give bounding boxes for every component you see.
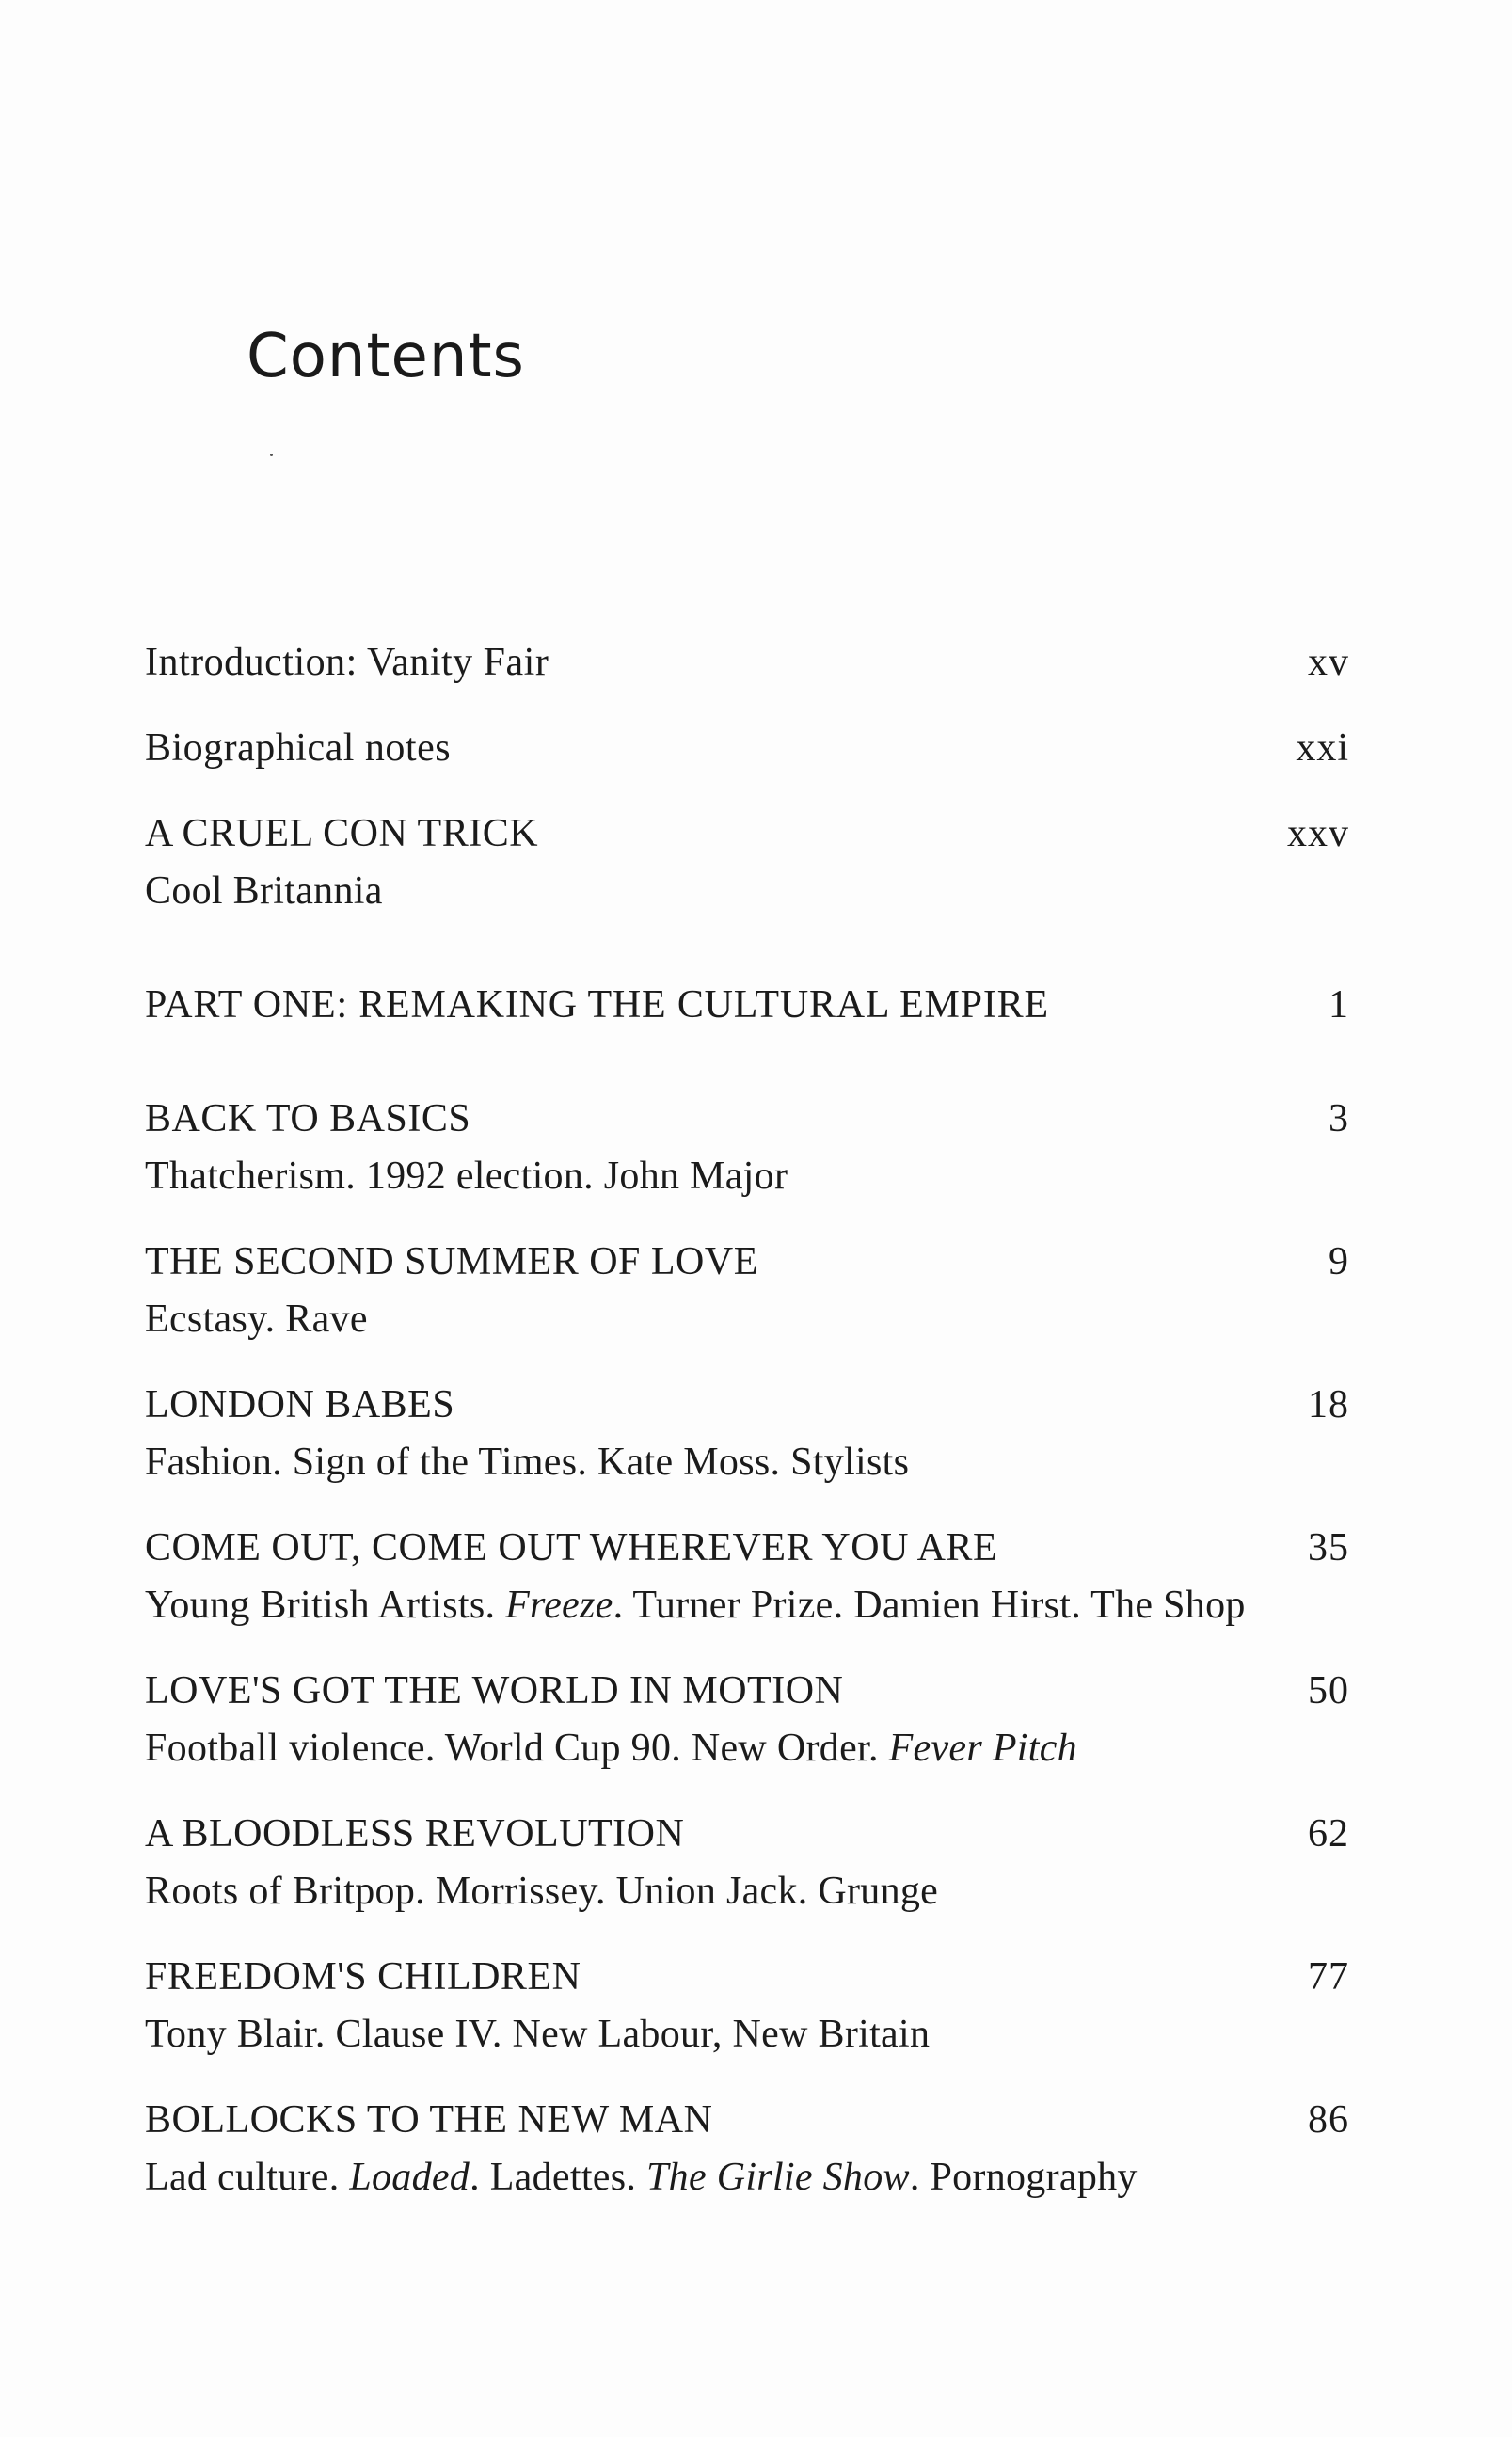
subtitle-segment: Football violence. World Cup 90. New Order.	[145, 1727, 889, 1770]
toc-entry-row	[145, 1234, 1349, 1291]
toc-entry-title: BOLLOCKS TO THE NEW MAN	[145, 2098, 713, 2142]
toc-entry-title: A CRUEL CON TRICK	[145, 812, 539, 855]
toc-entry-subtitle	[145, 2149, 1349, 2206]
toc-page-number: 18	[1308, 1383, 1349, 1426]
toc-entry-row	[145, 1520, 1349, 1577]
toc-page-number: 77	[1308, 1955, 1349, 1999]
toc-page-number: 86	[1308, 2098, 1349, 2142]
toc-page-number: 1	[1329, 983, 1349, 1027]
subtitle-segment: Cool Britannia	[145, 869, 383, 913]
toc-entry-title: THE SECOND SUMMER OF LOVE	[145, 1240, 758, 1283]
toc-page-number: 62	[1308, 1812, 1349, 1856]
toc-entry-title: A BLOODLESS REVOLUTION	[145, 1812, 685, 1856]
toc-entry-title: PART ONE: REMAKING THE CULTURAL EMPIRE	[145, 983, 1049, 1027]
toc-entry	[145, 1949, 1349, 2063]
toc-entry-row	[145, 1806, 1349, 1863]
toc-entry	[145, 1663, 1349, 1777]
toc-entry-row	[145, 1949, 1349, 2006]
toc-entry-subtitle	[145, 1863, 1349, 1920]
page-title: Contents	[247, 322, 525, 391]
toc-entry-title: Introduction: Vanity Fair	[145, 641, 549, 684]
toc-entry	[145, 2092, 1349, 2206]
subtitle-segment: Young British Artists.	[145, 1584, 506, 1627]
toc-entry-subtitle	[145, 1577, 1349, 1634]
toc-entry-row	[145, 720, 1349, 777]
toc-entry-row	[145, 1091, 1349, 1148]
subtitle-segment: . Ladettes.	[470, 2156, 646, 2199]
subtitle-italic-segment: Loaded	[349, 2156, 470, 2199]
subtitle-segment: Ecstasy. Rave	[145, 1298, 368, 1341]
toc-entry-subtitle	[145, 863, 1349, 920]
subtitle-segment: . Turner Prize. Damien Hirst. The Shop	[613, 1584, 1246, 1627]
toc-entry-subtitle	[145, 1148, 1349, 1205]
subtitle-italic-segment: The Girlie Show	[646, 2156, 910, 2199]
toc-entry-row	[145, 1663, 1349, 1720]
toc-entry	[145, 1234, 1349, 1348]
toc-entry-subtitle	[145, 1291, 1349, 1348]
toc-page-number: 50	[1308, 1669, 1349, 1712]
toc-entry	[145, 720, 1349, 777]
toc-entry	[145, 1091, 1349, 1205]
toc-entry	[145, 1377, 1349, 1491]
table-of-contents	[145, 634, 1349, 2235]
ink-speck	[270, 454, 273, 456]
toc-page-number: 35	[1308, 1526, 1349, 1569]
toc-entry-title: BACK TO BASICS	[145, 1097, 471, 1140]
toc-page-number: 9	[1329, 1240, 1349, 1283]
toc-entry-subtitle	[145, 1720, 1349, 1777]
subtitle-italic-segment: Fever Pitch	[888, 1727, 1077, 1770]
toc-entry-row	[145, 977, 1349, 1034]
toc-entry-title: FREEDOM'S CHILDREN	[145, 1955, 581, 1999]
subtitle-segment: . Pornography	[909, 2156, 1138, 2199]
toc-entry-row	[145, 634, 1349, 692]
toc-entry-row	[145, 2092, 1349, 2149]
subtitle-segment: Fashion. Sign of the Times. Kate Moss. Stylists	[145, 1441, 910, 1484]
subtitle-segment: Tony Blair. Clause IV. New Labour, New Britain	[145, 2013, 931, 2056]
toc-entry	[145, 805, 1349, 920]
toc-entry-title: LOVE'S GOT THE WORLD IN MOTION	[145, 1669, 844, 1712]
toc-page-number: 3	[1329, 1097, 1349, 1140]
toc-entry-subtitle	[145, 1434, 1349, 1491]
toc-entry-row	[145, 805, 1349, 863]
toc-entry	[145, 634, 1349, 692]
subtitle-segment: Lad culture.	[145, 2156, 350, 2199]
toc-page-number: xxv	[1287, 812, 1349, 855]
toc-entry-row	[145, 1377, 1349, 1434]
toc-entry	[145, 1520, 1349, 1634]
subtitle-segment: Roots of Britpop. Morrissey. Union Jack. Grunge	[145, 1870, 939, 1913]
toc-entry-subtitle	[145, 2006, 1349, 2063]
toc-page-number: xv	[1308, 641, 1349, 684]
subtitle-segment: Thatcherism. 1992 election. John Major	[145, 1155, 788, 1198]
toc-entry-title: Biographical notes	[145, 726, 452, 770]
toc-page-number: xxi	[1296, 726, 1349, 770]
toc-entry-title: LONDON BABES	[145, 1383, 455, 1426]
subtitle-italic-segment: Freeze	[505, 1584, 613, 1627]
toc-entry-title: COME OUT, COME OUT WHEREVER YOU ARE	[145, 1526, 998, 1569]
toc-entry	[145, 1806, 1349, 1920]
toc-part-heading	[145, 977, 1349, 1034]
